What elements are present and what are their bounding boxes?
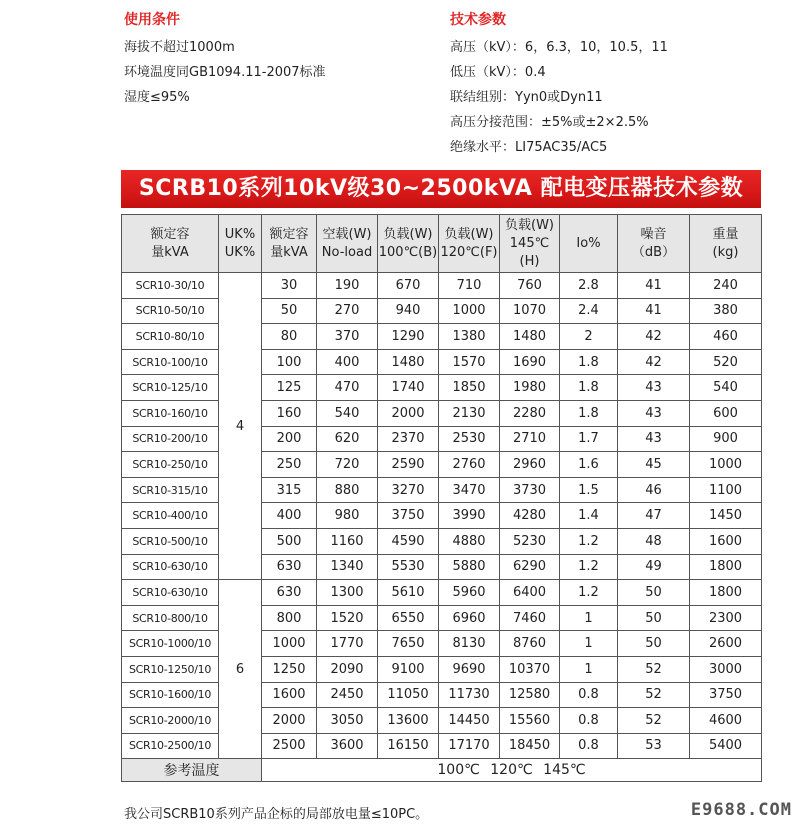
cell-load-loss-100: 5530: [378, 554, 439, 580]
cell-no-load-loss: 1770: [317, 631, 378, 657]
cell-noise: 52: [618, 656, 690, 682]
cell-load-loss-120: 1000: [439, 298, 500, 324]
cell-noise: 42: [618, 349, 690, 375]
table-row: [122, 528, 762, 554]
cell-rated-capacity: 1600: [262, 682, 317, 708]
tech-high-voltage: 高压（kV）：6，6.3，10，10.5，11: [450, 40, 668, 55]
cell-rated-capacity: 125: [262, 375, 317, 401]
cell-noise: 41: [618, 298, 690, 324]
table-row: [122, 580, 762, 606]
cell-model: SCR10-630/10: [122, 580, 219, 606]
cell-load-loss-145: 6400: [500, 580, 560, 606]
table-row: [122, 733, 762, 759]
cell-weight: 1800: [690, 580, 762, 606]
cell-load-loss-120: 8130: [439, 631, 500, 657]
cell-load-loss-100: 16150: [378, 733, 439, 759]
cell-load-loss-100: 11050: [378, 682, 439, 708]
reference-temperature-label: 参考温度: [122, 759, 262, 782]
cell-noise: 52: [618, 708, 690, 734]
cell-rated-capacity: 250: [262, 452, 317, 478]
header-model: 额定容 量kVA: [122, 215, 219, 273]
cell-model: SCR10-100/10: [122, 349, 219, 375]
cell-load-loss-145: 760: [500, 273, 560, 299]
condition-humidity: 湿度≤95%: [124, 90, 190, 105]
cell-load-loss-120: 3470: [439, 477, 500, 503]
table-row: [122, 554, 762, 580]
cell-noise: 53: [618, 733, 690, 759]
cell-noise: 41: [618, 273, 690, 299]
cell-load-loss-145: 10370: [500, 656, 560, 682]
cell-rated-capacity: 30: [262, 273, 317, 299]
cell-model: SCR10-2500/10: [122, 733, 219, 759]
cell-no-load-loss: 720: [317, 452, 378, 478]
cell-noise: 46: [618, 477, 690, 503]
cell-no-load-current: 1: [560, 631, 618, 657]
spec-table: [121, 214, 762, 782]
cell-load-loss-100: 3750: [378, 503, 439, 529]
cell-model: SCR10-630/10: [122, 554, 219, 580]
cell-no-load-current: 0.8: [560, 682, 618, 708]
cell-no-load-loss: 3600: [317, 733, 378, 759]
cell-load-loss-120: 710: [439, 273, 500, 299]
cell-no-load-loss: 980: [317, 503, 378, 529]
cell-load-loss-120: 2760: [439, 452, 500, 478]
cell-load-loss-145: 8760: [500, 631, 560, 657]
reference-temperature-value: 100℃ 120℃ 145℃: [262, 759, 762, 782]
cell-load-loss-120: 1570: [439, 349, 500, 375]
cell-rated-capacity: 1250: [262, 656, 317, 682]
cell-no-load-loss: 1160: [317, 528, 378, 554]
cell-weight: 600: [690, 400, 762, 426]
conditions-heading: 使用条件: [124, 12, 180, 28]
cell-load-loss-100: 13600: [378, 708, 439, 734]
cell-noise: 50: [618, 580, 690, 606]
cell-load-loss-120: 9690: [439, 656, 500, 682]
cell-weight: 4600: [690, 708, 762, 734]
table-row: [122, 426, 762, 452]
cell-load-loss-120: 14450: [439, 708, 500, 734]
cell-no-load-current: 1.2: [560, 528, 618, 554]
cell-load-loss-100: 2370: [378, 426, 439, 452]
cell-weight: 520: [690, 349, 762, 375]
cell-no-load-current: 1.8: [560, 375, 618, 401]
tech-connection-group: 联结组别：Yyn0或Dyn11: [450, 90, 603, 105]
cell-load-loss-145: 2960: [500, 452, 560, 478]
cell-weight: 240: [690, 273, 762, 299]
cell-noise: 48: [618, 528, 690, 554]
cell-no-load-loss: 370: [317, 324, 378, 350]
table-row: [122, 375, 762, 401]
cell-load-loss-100: 1480: [378, 349, 439, 375]
header-weight: 重量 (kg): [690, 215, 762, 273]
cell-load-loss-120: 1380: [439, 324, 500, 350]
cell-no-load-loss: 190: [317, 273, 378, 299]
header-load-loss-145: 负载(W) 145℃(H): [500, 215, 560, 273]
cell-load-loss-145: 15560: [500, 708, 560, 734]
cell-no-load-current: 2.4: [560, 298, 618, 324]
cell-no-load-current: 1.5: [560, 477, 618, 503]
cell-no-load-current: 1.2: [560, 554, 618, 580]
cell-load-loss-120: 2530: [439, 426, 500, 452]
cell-load-loss-100: 2000: [378, 400, 439, 426]
tech-low-voltage: 低压（kV）：0.4: [450, 65, 546, 80]
cell-no-load-current: 1.2: [560, 580, 618, 606]
cell-load-loss-145: 12580: [500, 682, 560, 708]
table-row: [122, 298, 762, 324]
cell-weight: 1100: [690, 477, 762, 503]
cell-no-load-current: 1.6: [560, 452, 618, 478]
cell-weight: 2300: [690, 605, 762, 631]
cell-noise: 43: [618, 375, 690, 401]
table-row: [122, 682, 762, 708]
cell-no-load-loss: 620: [317, 426, 378, 452]
reference-temperature-row: [122, 759, 762, 782]
cell-uk-group: 4: [219, 273, 262, 580]
cell-no-load-loss: 1340: [317, 554, 378, 580]
cell-model: SCR10-1250/10: [122, 656, 219, 682]
cell-noise: 50: [618, 631, 690, 657]
cell-load-loss-120: 1850: [439, 375, 500, 401]
cell-weight: 380: [690, 298, 762, 324]
table-row: [122, 273, 762, 299]
cell-weight: 1800: [690, 554, 762, 580]
cell-model: SCR10-800/10: [122, 605, 219, 631]
cell-load-loss-100: 940: [378, 298, 439, 324]
cell-no-load-current: 0.8: [560, 708, 618, 734]
cell-model: SCR10-315/10: [122, 477, 219, 503]
cell-no-load-current: 1: [560, 605, 618, 631]
header-rated-capacity: 额定容 量kVA: [262, 215, 317, 273]
cell-no-load-current: 0.8: [560, 733, 618, 759]
table-row: [122, 708, 762, 734]
cell-load-loss-100: 4590: [378, 528, 439, 554]
cell-weight: 3000: [690, 656, 762, 682]
cell-no-load-loss: 3050: [317, 708, 378, 734]
cell-load-loss-120: 4880: [439, 528, 500, 554]
cell-no-load-loss: 400: [317, 349, 378, 375]
cell-weight: 3750: [690, 682, 762, 708]
cell-no-load-loss: 880: [317, 477, 378, 503]
cell-load-loss-145: 1690: [500, 349, 560, 375]
cell-load-loss-100: 1290: [378, 324, 439, 350]
header-noise: 噪音 （dB）: [618, 215, 690, 273]
cell-rated-capacity: 80: [262, 324, 317, 350]
cell-load-loss-145: 18450: [500, 733, 560, 759]
cell-rated-capacity: 400: [262, 503, 317, 529]
cell-load-loss-120: 17170: [439, 733, 500, 759]
cell-model: SCR10-400/10: [122, 503, 219, 529]
cell-load-loss-145: 1070: [500, 298, 560, 324]
tech-heading: 技术参数: [450, 12, 506, 28]
cell-load-loss-100: 3270: [378, 477, 439, 503]
header-load-loss-120: 负载(W) 120℃(F): [439, 215, 500, 273]
cell-noise: 43: [618, 400, 690, 426]
cell-load-loss-145: 2280: [500, 400, 560, 426]
cell-load-loss-145: 2710: [500, 426, 560, 452]
cell-load-loss-100: 9100: [378, 656, 439, 682]
table-row: [122, 324, 762, 350]
cell-load-loss-100: 5610: [378, 580, 439, 606]
cell-no-load-loss: 1520: [317, 605, 378, 631]
cell-noise: 52: [618, 682, 690, 708]
cell-no-load-loss: 2090: [317, 656, 378, 682]
cell-uk-group: 6: [219, 580, 262, 759]
cell-model: SCR10-160/10: [122, 400, 219, 426]
cell-load-loss-120: 5960: [439, 580, 500, 606]
table-row: [122, 503, 762, 529]
table-row: [122, 631, 762, 657]
cell-noise: 45: [618, 452, 690, 478]
header-load-loss-100: 负载(W) 100℃(B): [378, 215, 439, 273]
cell-weight: 2600: [690, 631, 762, 657]
condition-temperature: 环境温度同GB1094.11-2007标准: [124, 65, 326, 80]
cell-noise: 49: [618, 554, 690, 580]
cell-weight: 900: [690, 426, 762, 452]
header-uk: UK% UK%: [219, 215, 262, 273]
cell-rated-capacity: 630: [262, 554, 317, 580]
cell-no-load-current: 1: [560, 656, 618, 682]
table-row: [122, 452, 762, 478]
cell-rated-capacity: 315: [262, 477, 317, 503]
cell-model: SCR10-30/10: [122, 273, 219, 299]
cell-noise: 47: [618, 503, 690, 529]
cell-load-loss-145: 1480: [500, 324, 560, 350]
header-no-load-current: Io%: [560, 215, 618, 273]
cell-load-loss-120: 5880: [439, 554, 500, 580]
cell-load-loss-100: 1740: [378, 375, 439, 401]
cell-no-load-loss: 470: [317, 375, 378, 401]
cell-load-loss-100: 6550: [378, 605, 439, 631]
cell-no-load-current: 1.7: [560, 426, 618, 452]
cell-load-loss-120: 3990: [439, 503, 500, 529]
cell-rated-capacity: 2000: [262, 708, 317, 734]
cell-load-loss-120: 6960: [439, 605, 500, 631]
cell-no-load-loss: 270: [317, 298, 378, 324]
cell-model: SCR10-200/10: [122, 426, 219, 452]
cell-rated-capacity: 1000: [262, 631, 317, 657]
cell-no-load-loss: 1300: [317, 580, 378, 606]
tech-insulation-level: 绝缘水平：LI75AC35/AC5: [450, 140, 608, 155]
cell-model: SCR10-125/10: [122, 375, 219, 401]
header-no-load-loss: 空载(W) No-load: [317, 215, 378, 273]
spec-table-body: [122, 273, 762, 782]
condition-altitude: 海拔不超过1000m: [124, 40, 235, 55]
cell-no-load-current: 2.8: [560, 273, 618, 299]
cell-load-loss-100: 670: [378, 273, 439, 299]
table-row: [122, 656, 762, 682]
cell-load-loss-145: 4280: [500, 503, 560, 529]
cell-no-load-loss: 2450: [317, 682, 378, 708]
cell-noise: 43: [618, 426, 690, 452]
table-row: [122, 400, 762, 426]
cell-noise: 50: [618, 605, 690, 631]
cell-model: SCR10-50/10: [122, 298, 219, 324]
table-header-row: [122, 215, 762, 273]
cell-weight: 1600: [690, 528, 762, 554]
cell-weight: 5400: [690, 733, 762, 759]
table-banner-title: SCRB10系列10kV级30~2500kVA 配电变压器技术参数: [121, 170, 761, 208]
cell-rated-capacity: 2500: [262, 733, 317, 759]
cell-weight: 1000: [690, 452, 762, 478]
cell-load-loss-145: 6290: [500, 554, 560, 580]
table-row: [122, 477, 762, 503]
cell-load-loss-145: 7460: [500, 605, 560, 631]
cell-rated-capacity: 100: [262, 349, 317, 375]
cell-rated-capacity: 160: [262, 400, 317, 426]
cell-model: SCR10-1000/10: [122, 631, 219, 657]
cell-no-load-loss: 540: [317, 400, 378, 426]
table-row: [122, 605, 762, 631]
cell-weight: 460: [690, 324, 762, 350]
footnote: 我公司SCRB10系列产品企标的局部放电量≤10PC。: [124, 807, 429, 822]
cell-no-load-current: 2: [560, 324, 618, 350]
cell-rated-capacity: 500: [262, 528, 317, 554]
cell-load-loss-145: 5230: [500, 528, 560, 554]
cell-model: SCR10-250/10: [122, 452, 219, 478]
cell-load-loss-145: 3730: [500, 477, 560, 503]
site-watermark: E9688.COM: [690, 800, 792, 820]
cell-rated-capacity: 200: [262, 426, 317, 452]
cell-load-loss-120: 2130: [439, 400, 500, 426]
cell-model: SCR10-1600/10: [122, 682, 219, 708]
cell-no-load-current: 1.8: [560, 400, 618, 426]
cell-rated-capacity: 630: [262, 580, 317, 606]
cell-load-loss-100: 7650: [378, 631, 439, 657]
cell-rated-capacity: 800: [262, 605, 317, 631]
cell-no-load-current: 1.8: [560, 349, 618, 375]
tech-tap-range: 高压分接范围：±5%或±2×2.5%: [450, 115, 649, 130]
cell-weight: 1450: [690, 503, 762, 529]
cell-load-loss-120: 11730: [439, 682, 500, 708]
cell-load-loss-145: 1980: [500, 375, 560, 401]
cell-noise: 42: [618, 324, 690, 350]
table-row: [122, 349, 762, 375]
cell-model: SCR10-500/10: [122, 528, 219, 554]
cell-model: SCR10-80/10: [122, 324, 219, 350]
cell-load-loss-100: 2590: [378, 452, 439, 478]
cell-weight: 540: [690, 375, 762, 401]
cell-rated-capacity: 50: [262, 298, 317, 324]
cell-no-load-current: 1.4: [560, 503, 618, 529]
cell-model: SCR10-2000/10: [122, 708, 219, 734]
